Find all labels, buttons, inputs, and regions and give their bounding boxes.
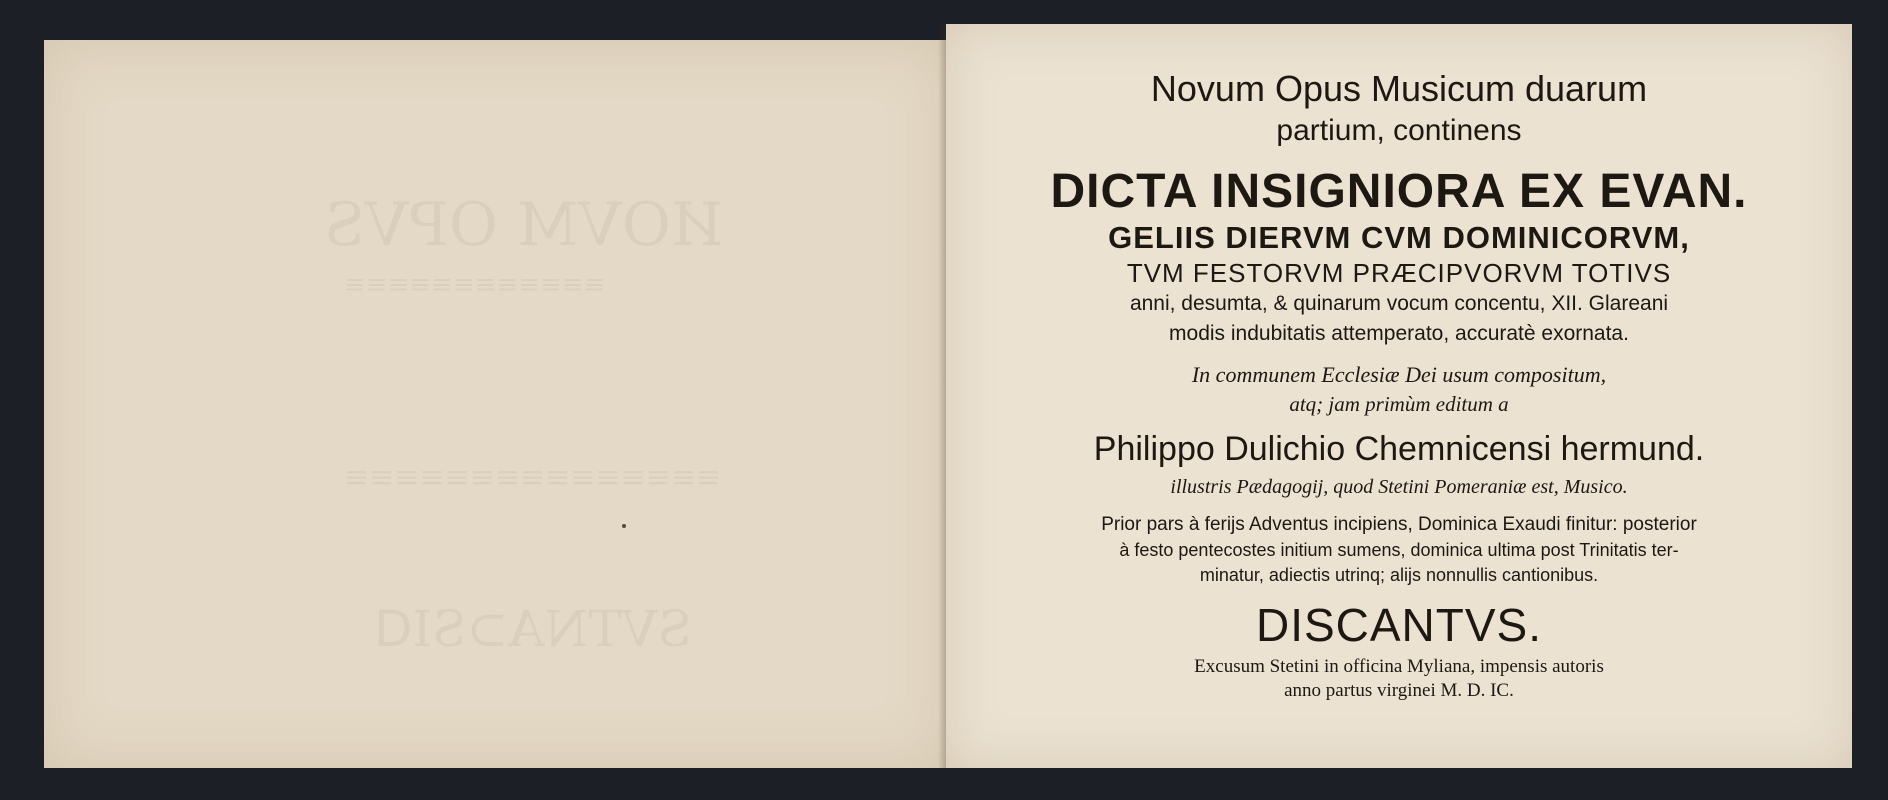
voice-part: DISCANTVS. xyxy=(1255,599,1543,651)
title-page xyxy=(946,24,1852,768)
author-name: Philippo Dulichio Chemnicensi hermund. xyxy=(1093,430,1705,468)
bleed-through-line: ≡≡≡≡≡≡≡≡≡≡≡≡ xyxy=(344,270,606,300)
description-line-1: anni, desumta, & quinarum vocum concentu, XII. Glareani xyxy=(1129,292,1669,315)
parts-line-3: minatur, adiectis utrinq; alijs nonnullis cantionibus. xyxy=(1199,565,1599,585)
ink-spot xyxy=(622,524,626,528)
parts-line-1: Prior pars à ferijs Adventus incipiens, Dominica Exaudi finitur: posterior xyxy=(1101,514,1697,535)
title-line-1: Novum Opus Musicum duarum xyxy=(1150,68,1648,109)
imprint-line-1: Excusum Stetini in officina Myliana, impensis autoris xyxy=(1194,656,1604,677)
heading-line-3: TVM FESTORVM PRÆCIPVORVM TOTIVS xyxy=(1126,258,1672,288)
imprint-line-2: anno partus virginei M. D. IC. xyxy=(1284,680,1514,701)
left-page-verso xyxy=(44,40,948,768)
dedication-line-2: atq; jam primùm editum a xyxy=(1289,392,1509,416)
heading-line-2: GELIIS DIERVM CVM DOMINICORVM, xyxy=(1108,220,1690,255)
dedication-line-1: In communem Ecclesiæ Dei usum compositum, xyxy=(1191,362,1607,387)
description-line-2: modis indubitatis attemperato, accuratè exornata. xyxy=(1169,322,1629,345)
title-line-2: partium, continens xyxy=(1276,114,1522,147)
bleed-through-heading: ИОVM OPVS xyxy=(324,190,724,260)
bleed-through-voice: SVTNA⊃SIᗡ xyxy=(374,600,692,658)
parts-line-2: à festo pentecostes initium sumens, dominica ultima post Trinitatis ter- xyxy=(1119,540,1679,560)
author-role: illustris Pædagogij, quod Stetini Pomeraniæ est, Musico. xyxy=(1170,476,1628,498)
bleed-through-line: ≡≡≡≡≡≡≡≡≡≡≡≡≡≡≡ xyxy=(344,460,722,495)
heading-line-1: DICTA INSIGNIORA EX EVAN. xyxy=(1050,165,1748,218)
